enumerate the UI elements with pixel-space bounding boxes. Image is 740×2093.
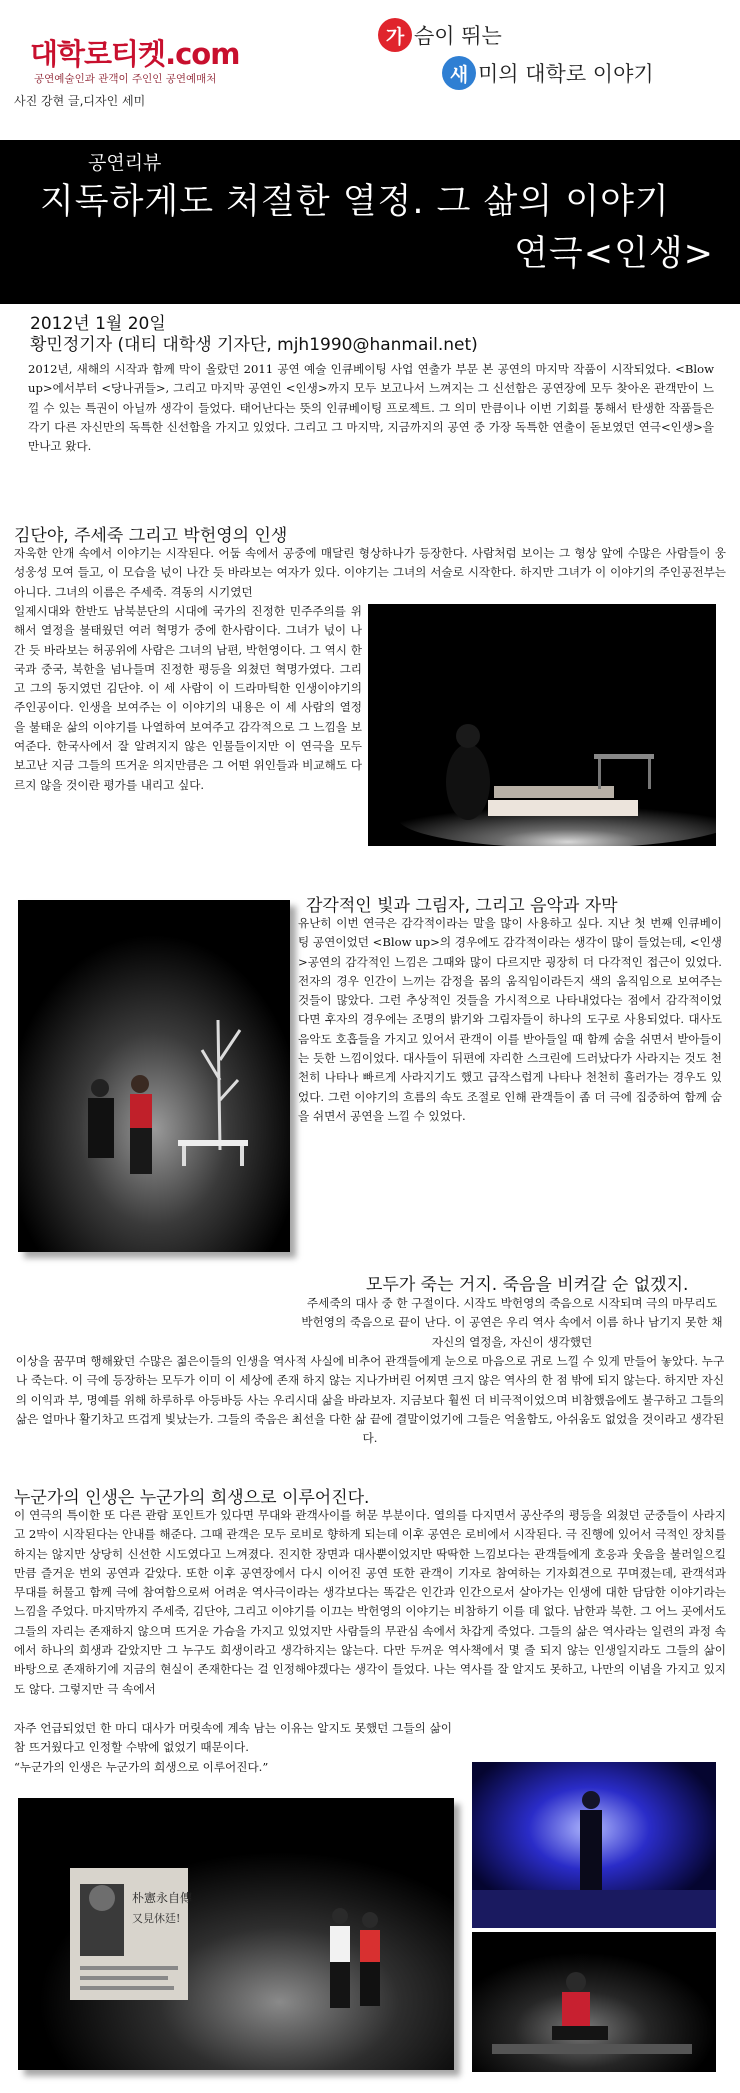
screen-text-big: 朴憲永自傳 — [132, 1891, 193, 1905]
byline: 사진 강현 글,디자인 세미 — [14, 94, 146, 108]
title-band — [0, 140, 740, 304]
brand-tagline: 공연예술인과 관객이 주인인 공연예매처 — [34, 73, 217, 85]
photo-blue-stage — [472, 1762, 716, 1928]
photo-stage-lying — [368, 604, 716, 846]
section-kicker: 공연리뷰 — [88, 152, 162, 174]
masthead — [0, 0, 740, 140]
article-author[interactable]: 황민정기자 (대티 대학생 기자단, mjh1990@hanmail.net) — [30, 335, 478, 355]
article-date: 2012년 1월 20일 — [30, 314, 166, 334]
photo-couple-dancing — [18, 900, 290, 1252]
section-3-text-full: 이상을 꿈꾸며 행해왔던 수많은 젊은이들의 인생을 역사적 사실에 비추어 관객들에게 눈으로 마음으로 귀로 느낄 수 있게 만들어 놓았다. 누구나 죽는다. 이 극에 등장하는 모두가 이미 이 세상에 존재 하지 않는 지나가버린 어찌면 크지 않은 역사의 한 점 밖에 되지 않는다. 하지만 자신의 이익과 부, 명예를 위해 하루하루 아등바등 사는 우리시대 삶을 바라보자. 지금보다 훨씬 더 비극적이었으며 비참했음에도 불구하고 그들의 삶은 얼마나 활기차고 뜨겁게 빛났는가. 그들의 죽음은 최선을 다한 삶 끝에 결말이었기에 그들은 억울함도, 아쉬움도 없었을 것이라고 생각된다. — [15, 1354, 725, 1446]
photo-screen-couple — [18, 1798, 454, 2070]
stage-lying-illustration — [368, 604, 716, 846]
section-4-text-narrow: 자주 언급되었던 한 마디 대사가 머릿속에 계속 남는 이유는 알지도 못했던 그들의 삶이 참 뜨거웠다고 인정할 수밖에 없었기 때문이다. — [14, 1721, 452, 1755]
photo-man-sitting — [472, 1932, 716, 2072]
section-2-heading: 감각적인 빛과 그림자, 그리고 음악과 자막 — [306, 896, 618, 916]
brand-logo[interactable]: 대학로티켓.com — [30, 37, 240, 71]
slogan-mark-blue: 새 — [442, 56, 476, 90]
slogan-line-2-text: 미의 대학로 이야기 — [478, 62, 654, 86]
slogan-line-1-text: 슴이 뛰는 — [414, 24, 502, 48]
couple-dancing-illustration — [18, 900, 290, 1252]
screen-couple-illustration — [18, 1798, 454, 2070]
screen-text-small: 又見休廷! — [132, 1912, 181, 1925]
page-title: 지독하게도 처절한 열정. 그 삶의 이야기 — [40, 182, 670, 222]
section-3-heading: 모두가 죽는 거지. 죽음을 비켜갈 순 없겠지. — [366, 1275, 689, 1295]
section-1-text-top: 자욱한 안개 속에서 이야기는 시작된다. 어둠 속에서 공중에 매달린 형상하나가 등장한다. 사람처럼 보이는 그 형상 앞에 수많은 사람들이 웅성웅성 모여 들고, 이 모습을 넋이 나간 듯 바라보는 여자가 있다. 이야기는 그녀의 서술로 시작한다. 하지만 그녀가 이 이야기의 주인공전부는 아니다. 그녀의 이름은 주세죽. 격동의 시기였던 — [14, 546, 726, 599]
section-1-heading: 김단야, 주세죽 그리고 박헌영의 인생 — [14, 526, 288, 546]
section-3-text-right: 주세죽의 대사 중 한 구절이다. 시작도 박헌영의 죽음으로 시작되며 극의 마무리도 박헌영의 죽음으로 끝이 난다. 이 공연은 우리 역사 속에서 이름 하나 남기지 못한 채 자신의 열정을, 자신이 생각했던 — [301, 1296, 723, 1349]
intro-paragraph: 2012년, 새해의 시작과 함께 막이 올랐던 2011 공연 예술 인큐베이팅 사업 연출가 부문 본 공연의 마지막 작품이 시작되었다. <Blow up>에서부터 <당나귀들>, 그리고 마지막 공연인 <인생>까지 모두 보고나서 느껴지는 그 신선함은 공연장에 모두 찾아온 관객만이 느낄 수 있는 특권이 아닐까 생각이 들었다. 태어난다는 뜻의 인큐베이팅 프로젝트. 그 의미 만큼이나 이번 기회를 통해서 탄생한 작품들은 각기 다른 자신만의 독특한 신선함을 가지고 있었다. 그리고 그 마지막, 지금까지의 공연 중 가장 독특한 연출이 돋보였던 연극<인생>을 만나고 왔다. — [28, 362, 714, 454]
slogan-line-2 — [442, 56, 654, 90]
blue-stage-illustration — [472, 1762, 716, 1928]
slogan-line-1 — [378, 18, 502, 52]
section-4-quote: “누군가의 인생은 누군가의 희생으로 이루어진다.” — [14, 1760, 269, 1774]
dateline — [30, 314, 478, 356]
section-2-text: 유난히 이번 연극은 감각적이라는 말을 많이 사용하고 싶다. 지난 첫 번째 인큐베이팅 공연이었던 <Blow up>의 경우에도 감각적이라는 생각이 많이 들었는데, <인생>공연의 감각적인 느낌은 그때와 많이 다르지만 굉장히 더 다각적인 접근이 있었다. 전자의 경우 인간이 느끼는 감정을 몸의 움직임이라든지 색의 움직임으로 보여주는 것들이 많았다. 그런 추상적인 것들을 가시적으로 나타내었다는 점에서 감각적이었다면 후자의 경우에는 조명의 밝기와 그림자들이 하나의 도구로 사용되었다. 대사도 음악도 호흡들을 가지고 있어서 관객이 이를 받아들일 때 함께 숨을 쉬면서 받아들이는 듯한 느낌이었다. 대사들이 뒤편에 자리한 스크린에 드러났다가 사라지는 것도 천천히 나타나 빠르게 사라지기도 했고 급작스럽게 나타나 천천히 흘러가는 경우도 있었다. 그런 이야기의 흐름의 속도 조절로 인해 관객들이 좀 더 극에 집중하여 함께 숨을 쉬면서 공연을 느낄 수 있었다. — [298, 916, 722, 1123]
section-4-heading: 누군가의 인생은 누군가의 희생으로 이루어진다. — [14, 1488, 370, 1508]
slogan-mark-red: 가 — [378, 18, 412, 52]
man-sitting-illustration — [472, 1932, 716, 2072]
page-subtitle: 연극<인생> — [514, 234, 714, 274]
section-4-text-full: 이 연극의 특이한 또 다른 관람 포인트가 있다면 무대와 관객사이를 허문 부분이다. 열의를 다지면서 공산주의 평등을 외쳤던 군중들이 사라지고 2막이 시작된다는 안내를 해준다. 그때 관객은 모두 로비로 향하게 되는데 이후 공연은 로비에서 시작된다. 극 진행에 있어서 극적인 장치를 하지는 않지만 상당히 신선한 시도였다고 느껴졌다. 진지한 장면과 대사뿐이었지만 딱딱한 느낌보다는 관객들에게 호응과 웃음을 불러일으킬 만큼 즐거운 번외 공연과 같았다. 또한 이후 공연장에서 다시 이어진 공연 또한 관객이 기자로 참여하는 기자회견으로 꾸며졌는데, 관객석과 무대를 허물고 함께 극에 참여함으로써 어려운 역사극이라는 생각보다는 똑같은 인간과 인간으로서 살아가는 인생에 대한 담담한 이야기라는 느낌을 주었다. 마지막까지 주세죽, 김단야, 그리고 이야기를 이끄는 박헌영의 이야기는 비참하기 이를 데 없다. 남한과 북한. 그 어느 곳에서도 그들의 자리는 존재하지 않으며 뜨거운 가슴을 가지고 있었지만 사람들의 무관심 속에서 차갑게 죽었다. 그들의 삶은 역사라는 일련의 과정 속에서 하나의 희생과 같았지만 그 누구도 희생이라고 생각하지는 않는다. 다만 두꺼운 역사책에서 몇 줄 되지 않는 인생일지라도 그들의 삶이 바탕으로 존재하기에 지금의 현실이 존재한다는 걸 인정해야겠다는 생각이 들었다. 나는 역사를 잘 알지도 못하고, 나만의 이념을 가지고 있지도 않다. 그렇지만 극 속에서 — [14, 1508, 726, 1696]
section-1-text-wrap: 일제시대와 한반도 남북분단의 시대에 국가의 진정한 민주주의를 위해서 열정을 불태웠던 여러 혁명가 중에 한사람이다. 그녀가 넋이 나간 듯 바라보는 허공위에 사람은 그녀의 남편, 박헌영이다. 그 역시 한국과 중국, 북한을 넘나들며 진정한 평등을 외쳤던 혁명가였다. 그리고 그의 동지였던 김단야. 이 세 사람이 이 드라마틱한 인생이야기의 주인공이다. 인생을 보여주는 이 이야기의 내용은 이 세 사람의 열정을 불태운 삶의 이야기를 나열하여 보여주고 감각적으로 그 느낌을 보여준다. 한국사에서 잘 알려지지 않은 인물들이지만 이 연극을 모두 보고난 지금 그들의 뜨거운 의지만큼은 그 어떤 위인들과 비교해도 다르지 않을 것이란 평가를 내리고 싶다. — [14, 604, 362, 792]
